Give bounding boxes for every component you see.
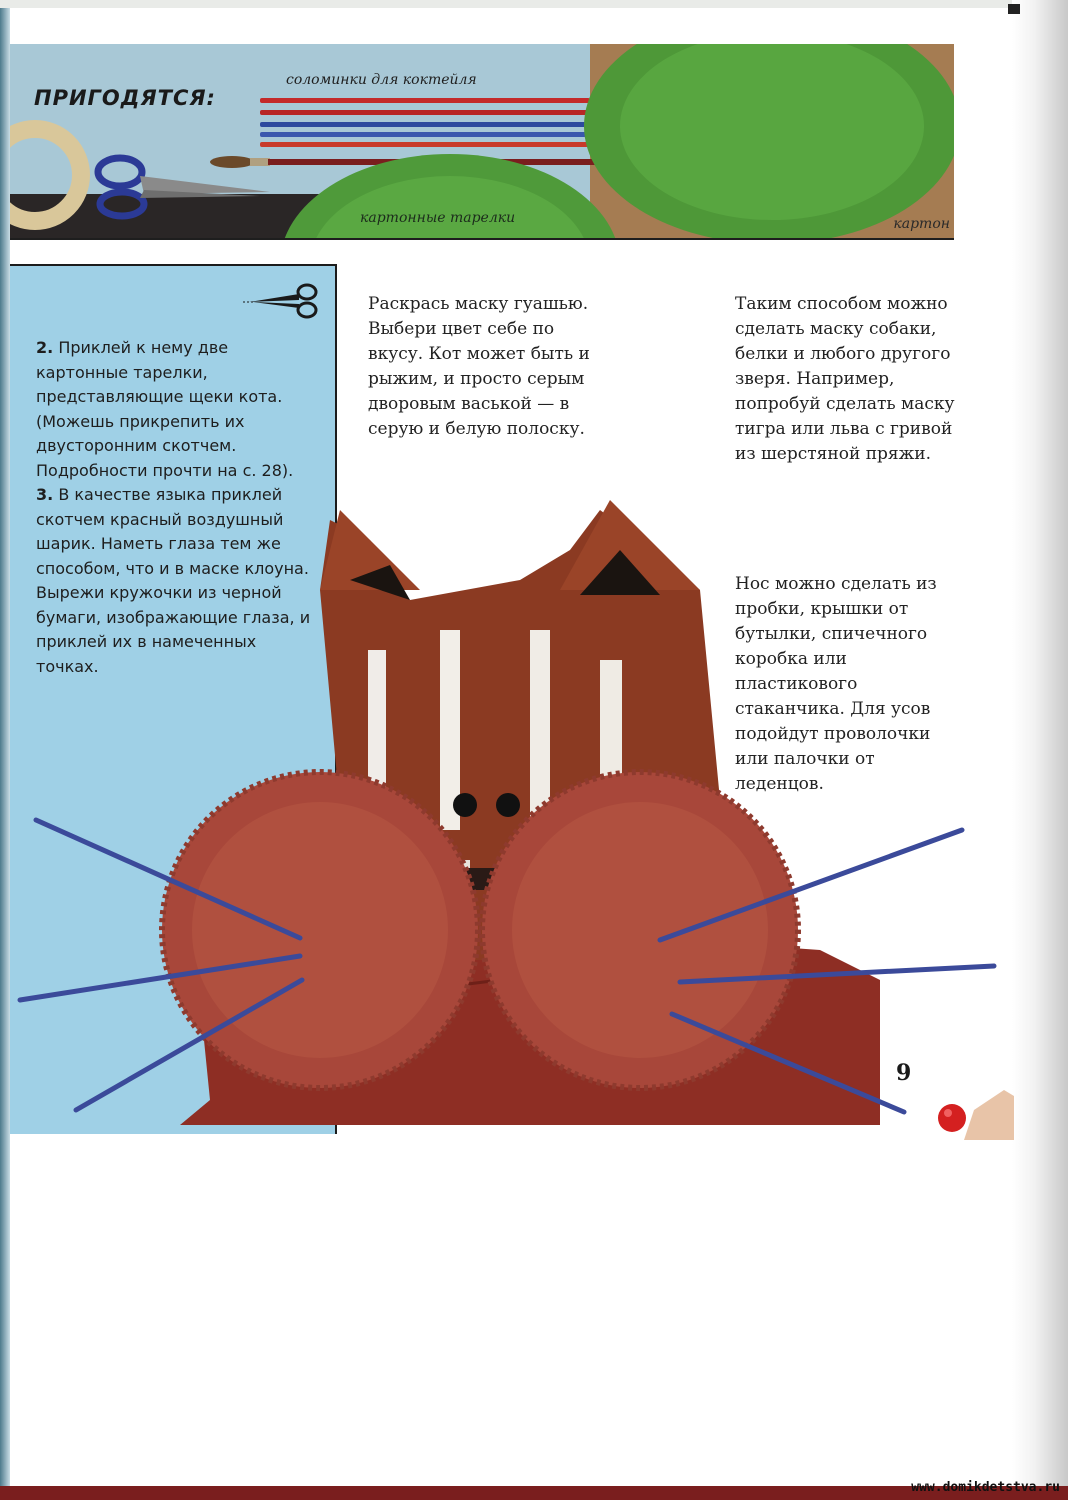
plates-label: картонные тарелки (360, 210, 516, 226)
supplies-illustration (10, 44, 954, 238)
corner-mark (1008, 4, 1020, 14)
step-2-text: Приклей к нему две картонные тарелки, представляющие щеки кота. (Можешь прикрепить их двусторонним скотчем. Подробности прочти на с. 28). (36, 338, 294, 480)
bottom-strip (0, 1486, 1068, 1500)
right-cheek-plate (482, 772, 798, 1088)
page-edge-top (0, 0, 1068, 8)
right-eye (496, 793, 520, 817)
right-column-text-2: Нос можно сделать из пробки, крышки от бутылки, спичечного коробка или пластикового стаканчика. Для усов подойдут проволочки или палочки от леденцов. (735, 574, 937, 794)
straws-label: соломинки для коктейля (286, 72, 477, 88)
step-3-text: В качестве языка приклей скотчем красный воздушный шарик. Наметь глаза тем же способом, что и в маске клоуна. Вырежи кружочки из черной бумаги, изображающие глаза, и приклей их в намеченных точках. (36, 485, 311, 676)
left-cheek-plate (162, 772, 478, 1088)
right-column-text-1: Таким способом можно сделать маску собаки, белки и любого другого зверя. Например, попробуй сделать маску тигра или льва с гривой из шерстяной пряжи. (735, 294, 955, 464)
middle-column (368, 292, 598, 442)
hand-with-ball (924, 1080, 1014, 1140)
step-2-number: 2. (36, 338, 54, 357)
left-eye (453, 793, 477, 817)
scissors-icon (243, 280, 323, 320)
supplies-strip (10, 44, 954, 240)
green-plate-large (584, 44, 954, 238)
right-column-para1 (735, 292, 965, 467)
middle-column-text: Раскрась маску гуашью. Выбери цвет себе по вкусу. Кот может быть и рыжим, и просто серым дворовым васькой — в серую и белую полоску. (368, 294, 590, 439)
right-column-para2 (735, 572, 965, 797)
site-url: www.domikdetstva.ru (911, 1480, 1060, 1495)
step-2 (36, 336, 316, 483)
supplies-title: ПРИГОДЯТСЯ: (34, 86, 216, 110)
cardboard-label: картон (893, 216, 950, 232)
step-3-number: 3. (36, 485, 54, 504)
page-number: 9 (896, 1060, 912, 1086)
